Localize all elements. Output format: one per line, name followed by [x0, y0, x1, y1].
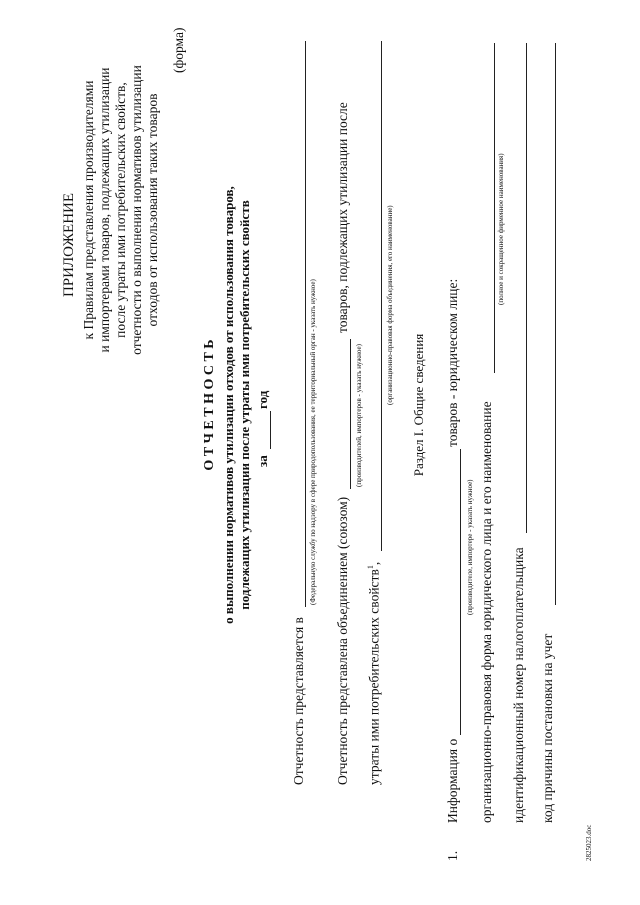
appendix-line: к Правилам представления производителями [81, 80, 96, 340]
org-form-union-field[interactable] [381, 41, 382, 551]
form-label: (форма) [171, 27, 186, 73]
year-field[interactable] [270, 411, 271, 449]
doc-code: 2825023.doc [585, 824, 593, 861]
submitted-to-hint: (Федеральную службу по надзору в сфере природопользования, ее территориальный орган - указать нужное) [309, 279, 317, 605]
submitted-to-field[interactable] [305, 41, 306, 607]
inn-field[interactable] [526, 43, 527, 533]
appendix-title: ПРИЛОЖЕНИЕ [61, 192, 77, 298]
inn-label: идентификационный номер налогоплательщика [511, 547, 526, 823]
year-prefix: за [255, 455, 270, 467]
report-title: О Т Ч Е Т Н О С Т Ь [202, 339, 217, 471]
kpp-label: код причины постановки на учет [540, 633, 555, 823]
loss-line-text: утраты ими потребительских свойств$^1$, [366, 561, 382, 785]
item-number: 1. [445, 850, 460, 861]
submitted-by-hint: (производителей, импортеров - указать нужное) [355, 344, 363, 487]
info-hint: (производителе, импортере - указать нужное) [466, 479, 474, 615]
submitted-to-label: Отчетность представляется в [291, 617, 306, 785]
org-form-label: организационно-правовая форма юридического лица и его наименование [479, 401, 494, 823]
org-form-hint: (полное и сокращенное фирменное наименования) [497, 153, 505, 305]
footnote-mark: 1 [366, 565, 375, 570]
year-suffix: год [255, 390, 270, 409]
report-subtitle: о выполнении нормативов утилизации отходов от использования товаров, [221, 186, 236, 624]
kpp-field[interactable] [555, 43, 556, 605]
submitted-by-field[interactable] [350, 339, 351, 489]
goods-label: товаров - юридическом лице: [445, 278, 460, 447]
report-subtitle: подлежащих утилизации после утраты ими потребительских свойств [237, 200, 252, 610]
submitted-by-label: Отчетность представлена объединением (союзом) [335, 496, 350, 785]
appendix-line: после утраты ими потребительских свойств, [113, 82, 128, 338]
org-form-field[interactable] [494, 43, 495, 373]
goods-tail-text: товаров, подлежащих утилизации после [335, 102, 350, 333]
appendix-line: отходов от использования таких товаров [145, 93, 160, 327]
info-field[interactable] [460, 449, 461, 735]
appendix-line: отчетности о выполнении нормативов утилизации [129, 65, 144, 355]
section-title: Раздел I. Общие сведения [411, 333, 426, 477]
info-label: Информация о [445, 738, 460, 823]
appendix-line: и импортерами товаров, подлежащих утилизации [97, 67, 112, 353]
org-hint: (организационно-правовая форма объединения, его наименование) [386, 205, 394, 405]
